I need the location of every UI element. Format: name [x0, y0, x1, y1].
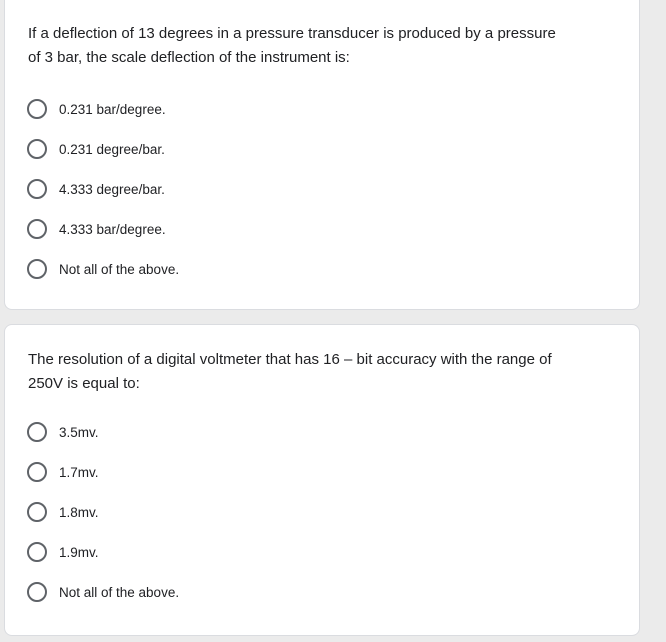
- question-text: If a deflection of 13 degrees in a pressure transducer is produced by a pressure of 3 bar, the scale deflection of the instrument is:: [28, 25, 556, 66]
- option-label: 4.333 bar/degree.: [59, 221, 166, 237]
- option-label: 1.7mv.: [59, 464, 99, 480]
- radio-unchecked-icon[interactable]: [27, 179, 47, 199]
- option-label: 0.231 degree/bar.: [59, 141, 165, 157]
- radio-unchecked-icon[interactable]: [27, 502, 47, 522]
- option-radio-5[interactable]: [27, 257, 179, 281]
- radio-unchecked-icon[interactable]: [27, 582, 47, 602]
- option-label: 1.8mv.: [59, 504, 99, 520]
- option-label: 4.333 degree/bar.: [59, 181, 165, 197]
- radio-unchecked-icon[interactable]: [27, 139, 47, 159]
- option-radio-3[interactable]: [27, 177, 165, 201]
- option-radio-3[interactable]: [27, 500, 99, 524]
- option-label: 0.231 bar/degree.: [59, 101, 166, 117]
- option-label: Not all of the above.: [59, 584, 180, 600]
- option-radio-1[interactable]: [27, 420, 99, 444]
- radio-unchecked-icon[interactable]: [27, 99, 47, 119]
- option-label: 3.5mv.: [59, 424, 99, 440]
- radio-unchecked-icon[interactable]: [27, 259, 47, 279]
- option-radio-4[interactable]: [27, 217, 166, 241]
- radio-unchecked-icon[interactable]: [27, 542, 47, 562]
- radio-unchecked-icon[interactable]: [27, 462, 47, 482]
- option-radio-5[interactable]: [27, 580, 179, 604]
- question-card-1: [4, 0, 640, 310]
- option-label: 1.9mv.: [59, 544, 99, 560]
- option-label: Not all of the above.: [59, 261, 180, 277]
- option-radio-2[interactable]: [27, 137, 165, 161]
- option-radio-2[interactable]: [27, 460, 99, 484]
- radio-unchecked-icon[interactable]: [27, 219, 47, 239]
- option-radio-1[interactable]: [27, 97, 166, 121]
- question-text: The resolution of a digital voltmeter that has 16 – bit accuracy with the range of 250V is equal to:: [28, 351, 552, 392]
- radio-unchecked-icon[interactable]: [27, 422, 47, 442]
- option-radio-4[interactable]: [27, 540, 99, 564]
- question-card-2: [4, 324, 640, 636]
